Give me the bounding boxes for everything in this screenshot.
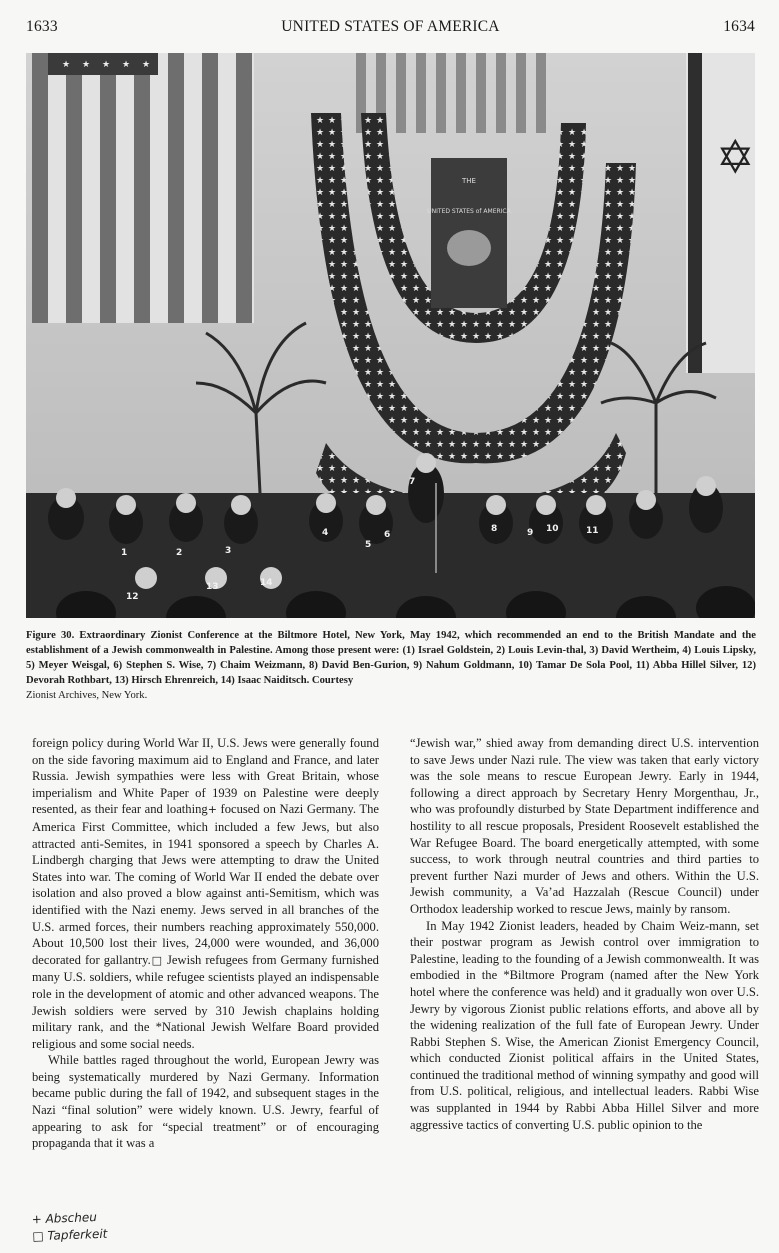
israeli-flag <box>686 53 755 373</box>
annotation-box-mark: □ <box>150 953 163 967</box>
svg-text:✡: ✡ <box>716 130 755 184</box>
page-header <box>26 18 755 38</box>
svg-text:8: 8 <box>491 524 498 534</box>
svg-text:12: 12 <box>126 592 139 602</box>
svg-text:3: 3 <box>225 546 232 556</box>
paragraph <box>32 735 379 1052</box>
svg-text:★: ★ <box>142 60 151 70</box>
conference-photograph <box>26 53 755 618</box>
us-flag <box>32 53 254 323</box>
paragraph: In May 1942 Zionist leaders, headed by Chaim Weiz-mann, set their postwar program as Jewish control over immigration to Palestine, leading to the founding of a Jewish commonwealth. It was embodied in the *Biltmore Program (named after the New York hotel where the conference was held) and it gradually won over U.S. Jewry by vigorous Zionist public relations efforts, and above all by the widening realization of the full fate of European Jewry. Under Rabbi Stephen S. Wise, the American Zionist Emergency Council, which conducted Zionist political affairs in the United States, continued the traditional method of winning sympathy and good will from U.S. political, religious, and intellectual leaders. Rabbi Wise was supplanted in 1944 by Rabbi Abba Hillel Silver and more aggressive tactics of converting U.S. public opinion to the <box>410 918 759 1132</box>
svg-text:★: ★ <box>62 60 71 70</box>
figure-caption <box>26 628 756 703</box>
svg-text:4: 4 <box>322 528 329 538</box>
svg-text:6: 6 <box>384 530 391 540</box>
svg-text:UNITED STATES of AMERICA: UNITED STATES of AMERICA <box>427 208 511 215</box>
paragraph: While battles raged throughout the world, European Jewry was being systematically murdered by Nazi Germany. Information became public during the fall of 1942, and subsequent stages in the Nazi “final solution” were widely known. U.S. Jewry, fearful of appearing to ask for “special treatment” or of encouraging propaganda that it was a <box>32 1053 379 1151</box>
paragraph-text: foreign policy during World War II, U.S. Jews were generally found on the side favoring maximum aid to England and France, and later Russia. Jewish sympathies were less with Great Britain, whose imperialism and White Paper of 1939 on Palestine were deeply resented, as their fear and loathing <box>32 736 379 817</box>
svg-text:10: 10 <box>546 524 559 534</box>
handwritten-note: □ Tapferkeit <box>32 1226 108 1244</box>
caption-credit: Zionist Archives, New York. <box>26 690 148 701</box>
svg-text:2: 2 <box>176 548 183 558</box>
body-column-left <box>32 735 379 1152</box>
svg-text:11: 11 <box>586 526 599 536</box>
handwritten-notes <box>31 1209 107 1246</box>
paragraph-text: Jewish refugees from Germany furnished many U.S. soldiers, while refugee scientists played an indispensable role in the development of atomic and other advanced weapons. The Jewish soldiers were served by 310 Jewish chaplains holding military rank, and the *National Jewish Welfare Board provided religious and some social needs. <box>32 952 379 1051</box>
paragraph: “Jewish war,” shied away from demanding direct U.S. intervention to save Jews under Nazi rule. The view was taken that early victory was the sole means to rescue European Jewry. Early in 1944, following a direct approach by Secretary Henry Morgenthau, Jr., who was profoundly disturbed by State Department indifference and hostility to all rescue proposals, President Roosevelt established the War Refugee Board. The board energetically attempted, with some success, to work through neutral countries and third parties to prevent further Nazi murder of Jews and others. Within the U.S. Jewish community, a Va’ad Hazzalah (Rescue Council) under Orthodox leadership worked to rescue Jews, mainly by ransom. <box>410 736 759 916</box>
svg-text:14: 14 <box>260 578 273 588</box>
svg-text:1: 1 <box>121 548 128 558</box>
handwritten-note: + Abscheu <box>31 1210 98 1227</box>
svg-text:★: ★ <box>82 60 91 70</box>
paragraph-text: focused on Nazi Germany. The America First Committee, which included a few Jews, but also attracted anti-Semites, in 1941 sponsored a speech by Charles A. Lindbergh charging that Jews were attempting to draw the United States into war. The coming of World War II ended the debate over isolation and also proved a blow against anti-Semitism, which was identified with the Nazi enemy. Jews served in all branches of the U.S. armed forces, their numbers reaching approximately 550,000. About 10,500 lost their lives, 24,000 were wounded, and 36,000 decorated for gallantry. <box>32 802 379 967</box>
svg-text:7: 7 <box>409 477 416 487</box>
svg-text:★: ★ <box>102 60 111 70</box>
svg-text:5: 5 <box>365 540 372 550</box>
svg-text:9: 9 <box>527 528 534 538</box>
annotation-plus-mark: + <box>207 803 217 817</box>
body-column-right <box>410 735 759 1133</box>
running-title: UNITED STATES OF AMERICA <box>281 18 500 35</box>
svg-text:THE: THE <box>462 177 476 185</box>
svg-text:★: ★ <box>122 60 131 70</box>
page-number-left: 1633 <box>26 18 58 35</box>
svg-text:13: 13 <box>206 582 219 592</box>
page-number-right: 1634 <box>723 18 755 35</box>
caption-text: Figure 30. Extraordinary Zionist Conference at the Biltmore Hotel, New York, May 1942, which recommended an end to the British Mandate and the establishment of a Jewish commonwealth in Palestine. Among those present were: (1) Israel Goldstein, 2) Louis Levin-thal, 3) David Wertheim, 4) Louis Lipsky, 5) Meyer Weisgal, 6) Stephen S. Wise, 7) Chaim Weizmann, 8) David Ben-Gurion, 9) Nahum Goldmann, 10) Tamar De Sola Pool, 11) Abba Hillel Silver, 12) Devorah Rothbart, 13) Hirsch Ehrenreich, 14) Isaac Naiditsch. Courtesy <box>26 630 756 686</box>
